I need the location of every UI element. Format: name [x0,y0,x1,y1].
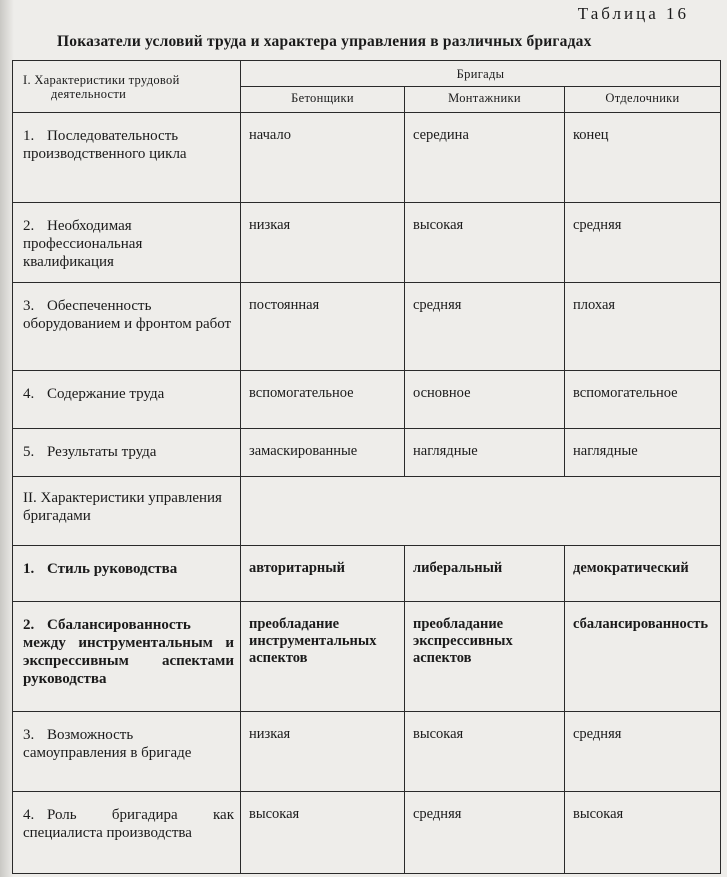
table-cell: средняя [565,203,721,283]
table-cell: наглядные [405,429,565,477]
row-label-text: Последовательность производственного цикла [23,128,187,163]
characteristics-header [13,61,241,113]
table-cell: демократический [565,545,721,601]
table-cell: плохая [565,283,721,371]
header-row-top [13,61,721,87]
table-cell: начало [241,113,405,203]
table-title: Показатели условий труда и характера управления в различных бригадах [57,33,592,50]
table-row [13,545,721,601]
table-row [13,113,721,203]
row-label [13,711,241,791]
row-number: 2. [23,616,35,633]
row-label [13,601,241,711]
row-label-text: Роль бригадира как специалиста производства [23,806,234,841]
characteristics-header-line1: I. Характеристики трудовой [23,73,180,87]
row-number: 3. [23,726,35,743]
row-number: 3. [23,298,35,315]
row-label-text: Необходимая профессиональная квалификация [23,218,143,271]
table-cell: средняя [405,283,565,371]
table-cell: высокая [405,203,565,283]
row-label-text: Возможность самоуправления в бригаде [23,726,192,761]
row-label [13,113,241,203]
table-cell: либеральный [405,545,565,601]
column-header: Монтажники [405,87,565,113]
table-cell: преобладание инструментальных аспектов [241,601,405,711]
table-row [13,203,721,283]
table-cell: высокая [241,791,405,873]
row-label-text: Содержание труда [47,386,165,403]
row-label-text: Обеспеченность оборудованием и фронтом работ [23,298,232,333]
row-label-text: Стиль руководства [47,560,178,577]
table-row [13,429,721,477]
table-cell: конец [565,113,721,203]
table-row [13,791,721,873]
row-number: 1. [23,128,35,145]
characteristics-header-line2: деятельности [51,87,127,101]
table-row [13,601,721,711]
row-label-text: Результаты труда [47,444,157,461]
table-cell: высокая [565,791,721,873]
table-cell: замаскированные [241,429,405,477]
table-cell: наглядные [565,429,721,477]
table-cell: вспомогательное [565,371,721,429]
row-label [13,203,241,283]
row-number: 4. [23,386,35,403]
section-empty-cell [241,477,721,545]
row-number: 5. [23,444,35,461]
row-label [13,429,241,477]
row-number: 4. [23,806,35,823]
table-cell: низкая [241,203,405,283]
table-cell: высокая [405,711,565,791]
section-label: II. Характеристики управления бригадами [13,477,241,545]
table-row [13,283,721,371]
table-number: Таблица 16 [577,4,689,23]
table-cell: низкая [241,711,405,791]
table-cell: преобладание экспрессивных аспектов [405,601,565,711]
table-cell: средняя [565,711,721,791]
table-cell: сбалансированность [565,601,721,711]
row-label [13,371,241,429]
table-row [13,371,721,429]
column-header: Бетонщики [241,87,405,113]
section-header-row [13,477,721,545]
column-header: Отделочники [565,87,721,113]
table-cell: вспомогательное [241,371,405,429]
table-cell: середина [405,113,565,203]
table-cell: авторитарный [241,545,405,601]
table-row [13,711,721,791]
row-label [13,545,241,601]
row-number: 2. [23,218,35,235]
table-cell: основное [405,371,565,429]
table-cell: средняя [405,791,565,873]
brigades-header: Бригады [241,61,721,87]
row-label-text: Сбалансированность между инструментальным и экспрессивным аспектами руководства [23,616,234,687]
row-label [13,791,241,873]
data-table [12,60,721,874]
row-label [13,283,241,371]
table-cell: постоянная [241,283,405,371]
row-number: 1. [23,560,35,577]
